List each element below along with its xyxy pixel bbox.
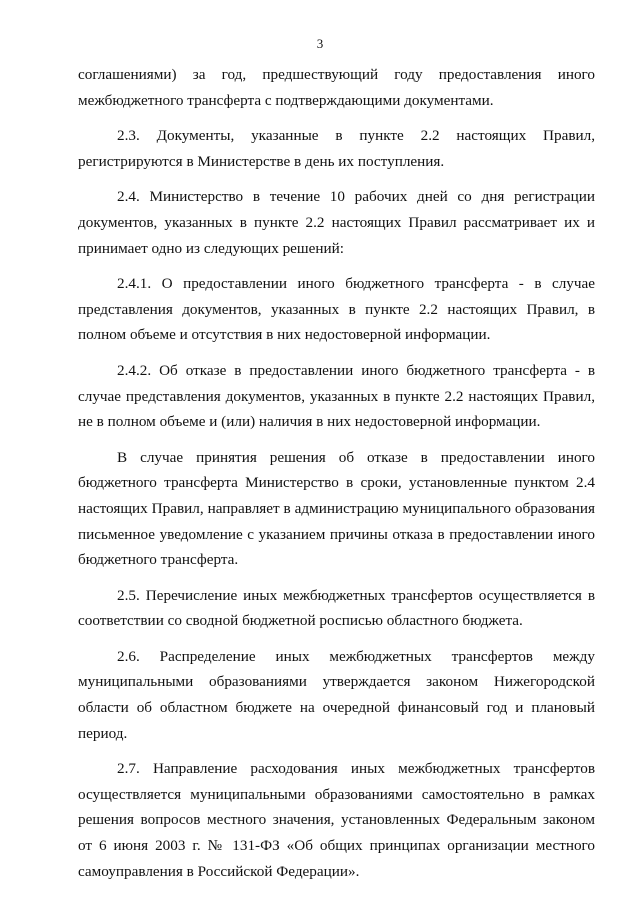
paragraph-2-5: 2.5. Перечисление иных межбюджетных трансфертов осуществляется в соответствии со сводной бюджетной росписью областного бюджета. <box>78 586 595 630</box>
paragraph-2-4-2: 2.4.2. Об отказе в предоставлении иного бюджетного трансферта - в случае представления документов, указанных в пункте 2.2 настоящих Правил, не в полном объеме и (или) наличия в них недостоверной информации. <box>78 361 595 431</box>
paragraph-2-6: 2.6. Распределение иных межбюджетных трансфертов между муниципальными образованиями утверждается законом Нижегородской области об областном бюджете на очередной финансовый год и плановый период. <box>78 647 595 742</box>
page-number: 3 <box>316 36 324 51</box>
paragraph-2-4-1: 2.4.1. О предоставлении иного бюджетного трансферта - в случае представления документов, указанных в пункте 2.2 настоящих Правил, в полном объеме и отсутствия в них недостоверной информации. <box>78 275 595 344</box>
paragraph-refusal-notice: В случае принятия решения об отказе в предоставлении иного бюджетного трансферта Министерство в сроки, установленные пунктом 2.4 настоящих Правил, направляет в администрацию муниципального образования письменное уведомление с указанием причины отказа в предоставлении иного бюджетного трансферта. <box>78 448 595 569</box>
document-body <box>78 62 595 894</box>
paragraph-2-4: 2.4. Министерство в течение 10 рабочих дней со дня регистрации документов, указанных в пункте 2.2 настоящих Правил рассматривает их и принимает одно из следующих решений: <box>78 188 595 257</box>
paragraph-2-7: 2.7. Направление расходования иных межбюджетных трансфертов осуществляется муниципальными образованиями самостоятельно в рамках решения вопросов местного значения, установленных Федеральным законом от 6 июня 2003 г. № 131-ФЗ «Об общих принципах организации местного самоуправления в Российской Федерации». <box>78 760 595 880</box>
paragraph-continuation: соглашениями) за год, предшествующий году предоставления иного межбюджетного трансферта с подтверждающими документами. <box>78 66 595 109</box>
paragraph-2-3: 2.3. Документы, указанные в пункте 2.2 настоящих Правил, регистрируются в Министерстве в день их поступления. <box>78 127 595 170</box>
